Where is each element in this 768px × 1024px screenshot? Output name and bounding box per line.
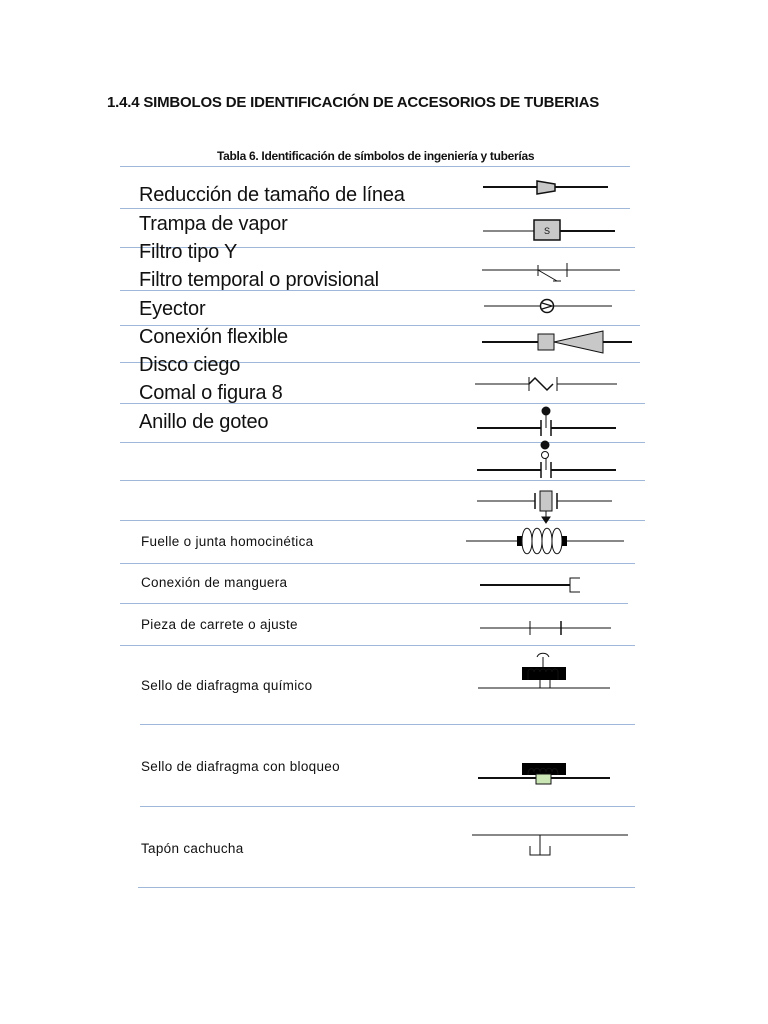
item-label: Pieza de carrete o ajuste	[141, 617, 298, 632]
item-label: Eyector	[139, 298, 206, 320]
item-label: Conexión flexible	[139, 326, 288, 348]
cap-symbol	[472, 835, 628, 855]
item-label: Filtro temporal o provisional	[139, 269, 379, 291]
item-label: Tapón cachucha	[141, 841, 244, 856]
drip-ring-symbol	[477, 407, 616, 436]
bellows-symbol	[466, 528, 624, 554]
hose-connection-symbol	[480, 578, 580, 592]
drip-ring-symbol	[477, 491, 612, 523]
table-caption: Tabla 6. Identificación de símbolos de ingeniería y tuberías	[217, 149, 535, 163]
steam-trap-symbol	[483, 220, 615, 240]
ejector-symbol	[484, 300, 612, 313]
flexible-connection-symbol	[482, 331, 632, 353]
seal-with-lock-symbol	[478, 763, 610, 784]
item-label: Filtro tipo Y	[139, 241, 238, 263]
drip-ring-symbol	[477, 441, 616, 478]
spool-piece-symbol	[480, 621, 611, 635]
chemical-seal-symbol	[478, 653, 610, 688]
item-label: Reducción de tamaño de línea	[139, 184, 405, 206]
spectacle-blind-symbol	[475, 377, 617, 391]
item-label: Fuelle o junta homocinética	[141, 534, 314, 549]
section-heading: 1.4.4 SIMBOLOS DE IDENTIFICACIÓN DE ACCESORIOS DE TUBERIAS	[107, 94, 600, 111]
item-label: Sello de diafragma con bloqueo	[141, 759, 340, 774]
steam-trap-letter: S	[543, 226, 551, 236]
item-label: Conexión de manguera	[141, 575, 288, 590]
item-label: Anillo de goteo	[139, 411, 269, 433]
item-label: Trampa de vapor	[139, 213, 288, 235]
item-label: Comal o figura 8	[139, 382, 283, 404]
item-label: Disco ciego	[139, 354, 241, 376]
item-label: Sello de diafragma químico	[141, 678, 313, 693]
reducer-symbol	[483, 181, 608, 194]
y-strainer-symbol	[482, 263, 620, 281]
